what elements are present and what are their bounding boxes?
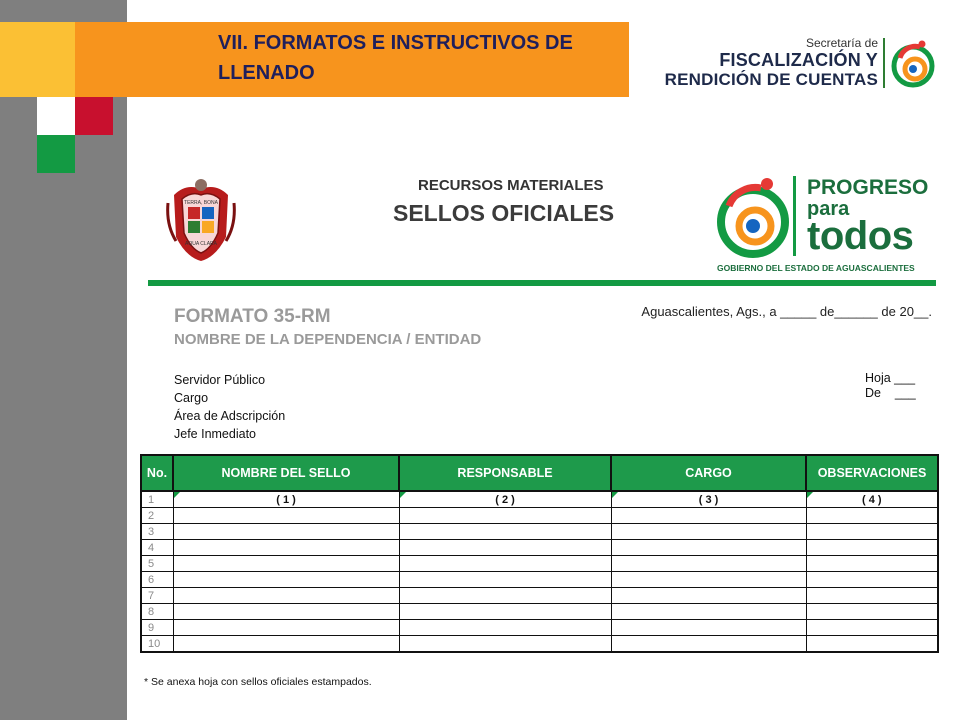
sheet-de: De ___ xyxy=(865,386,916,400)
row-number: 10 xyxy=(141,636,173,653)
table-cell xyxy=(806,620,938,636)
table-cell xyxy=(806,540,938,556)
cell-ref-4 xyxy=(806,491,938,508)
field-cargo: Cargo xyxy=(174,391,209,405)
agency-name-label: NOMBRE DE LA DEPENDENCIA / ENTIDAD xyxy=(174,331,482,348)
table-cell xyxy=(399,572,611,588)
table-cell xyxy=(611,636,806,653)
field-jefe-inmediato: Jefe Inmediato xyxy=(174,427,256,441)
row-number: 6 xyxy=(141,572,173,588)
table-cell xyxy=(806,588,938,604)
seals-table xyxy=(140,454,939,653)
footnote: * Se anexa hoja con sellos oficiales estampados. xyxy=(144,676,372,688)
brand-subtitle: GOBIERNO DEL ESTADO DE AGUASCALIENTES xyxy=(717,263,915,273)
table-cell xyxy=(173,636,399,653)
table-row xyxy=(141,604,938,620)
table-row xyxy=(141,491,938,508)
decor-square-yellow xyxy=(0,22,75,97)
header-rule xyxy=(148,280,936,286)
format-code: FORMATO 35-RM xyxy=(174,306,331,327)
brand-divider xyxy=(793,176,796,256)
ref-3-text: ( 3 ) xyxy=(698,493,719,506)
table-cell xyxy=(399,588,611,604)
brand-para: para xyxy=(807,198,850,220)
ref-4-text: ( 4 ) xyxy=(861,493,882,506)
cell-ref-2 xyxy=(399,491,611,508)
table-cell xyxy=(399,604,611,620)
col-header-responsable: RESPONSABLE xyxy=(399,455,611,491)
sheet-counter xyxy=(865,371,916,401)
six-swirl-icon xyxy=(890,38,936,88)
table-cell xyxy=(173,524,399,540)
table-cell xyxy=(806,556,938,572)
table-cell xyxy=(173,588,399,604)
table-cell xyxy=(806,636,938,653)
cell-ref-1 xyxy=(173,491,399,508)
table-cell xyxy=(399,540,611,556)
table-cell xyxy=(806,604,938,620)
table-cell xyxy=(173,572,399,588)
table-cell xyxy=(611,588,806,604)
table-cell xyxy=(173,620,399,636)
decor-square-white xyxy=(37,97,75,135)
table-cell xyxy=(611,508,806,524)
secretaria-logo xyxy=(646,30,940,96)
table-cell xyxy=(611,556,806,572)
table-cell xyxy=(611,524,806,540)
table-row xyxy=(141,540,938,556)
table-cell xyxy=(806,572,938,588)
field-area-adscripcion: Área de Adscripción xyxy=(174,409,286,423)
table-cell xyxy=(173,604,399,620)
secretaria-logo-line3: RENDICIÓN DE CUENTAS xyxy=(664,70,878,89)
decor-square-red xyxy=(75,97,113,135)
row-number: 3 xyxy=(141,524,173,540)
table-cell xyxy=(611,572,806,588)
table-row xyxy=(141,524,938,540)
col-header-nombre-sello: NOMBRE DEL SELLO xyxy=(173,455,399,491)
table-cell xyxy=(399,620,611,636)
table-row xyxy=(141,556,938,572)
table-row xyxy=(141,636,938,653)
col-header-no: No. xyxy=(141,455,173,491)
table-cell xyxy=(611,604,806,620)
table-cell xyxy=(173,508,399,524)
progreso-para-todos-logo xyxy=(715,172,935,277)
row-number: 9 xyxy=(141,620,173,636)
place-date-line: Aguascalientes, Ags., a _____ de______ de 20__. xyxy=(641,304,932,319)
row-number: 7 xyxy=(141,588,173,604)
table-cell xyxy=(173,540,399,556)
table-cell xyxy=(611,620,806,636)
document-title: SELLOS OFICIALES xyxy=(393,200,615,226)
format-document xyxy=(138,160,940,700)
table-cell xyxy=(399,556,611,572)
col-header-cargo: CARGO xyxy=(611,455,806,491)
ref-1-text: ( 1 ) xyxy=(276,493,296,506)
table-cell xyxy=(399,524,611,540)
field-servidor-publico: Servidor Público xyxy=(174,373,266,387)
crest-motto-top: TERRA, BONA xyxy=(184,200,218,206)
ref-2-text: ( 2 ) xyxy=(495,493,515,506)
table-cell xyxy=(611,540,806,556)
table-header-row xyxy=(141,455,938,491)
decor-square-green xyxy=(37,135,75,173)
brand-progreso: PROGRESO xyxy=(807,176,929,199)
table-cell xyxy=(173,556,399,572)
brand-todos: todos xyxy=(807,214,914,258)
progreso-swirl-icon xyxy=(715,172,793,260)
table-cell xyxy=(806,524,938,540)
secretaria-logo-line2: FISCALIZACIÓN Y xyxy=(719,50,878,70)
row-number: 5 xyxy=(141,556,173,572)
coat-of-arms-icon xyxy=(166,175,236,265)
row-number: 4 xyxy=(141,540,173,556)
table-row xyxy=(141,588,938,604)
cell-ref-3 xyxy=(611,491,806,508)
table-cell xyxy=(399,636,611,653)
row-number: 1 xyxy=(141,491,173,508)
row-number: 2 xyxy=(141,508,173,524)
section-title: VII. FORMATOS E INSTRUCTIVOS DE LLENADO xyxy=(218,32,573,84)
signatory-fields xyxy=(174,371,285,443)
table-cell xyxy=(399,508,611,524)
row-number: 8 xyxy=(141,604,173,620)
secretaria-logo-line1: Secretaría de xyxy=(805,36,878,50)
table-row xyxy=(141,572,938,588)
sheet-hoja: Hoja ___ xyxy=(865,371,916,385)
crest-motto-bottom: AQUA CLARA xyxy=(185,241,217,247)
col-header-observaciones: OBSERVACIONES xyxy=(806,455,938,491)
table-row xyxy=(141,508,938,524)
table-row xyxy=(141,620,938,636)
logo-divider xyxy=(883,38,885,88)
table-cell xyxy=(806,508,938,524)
document-category: RECURSOS MATERIALES xyxy=(418,177,604,194)
